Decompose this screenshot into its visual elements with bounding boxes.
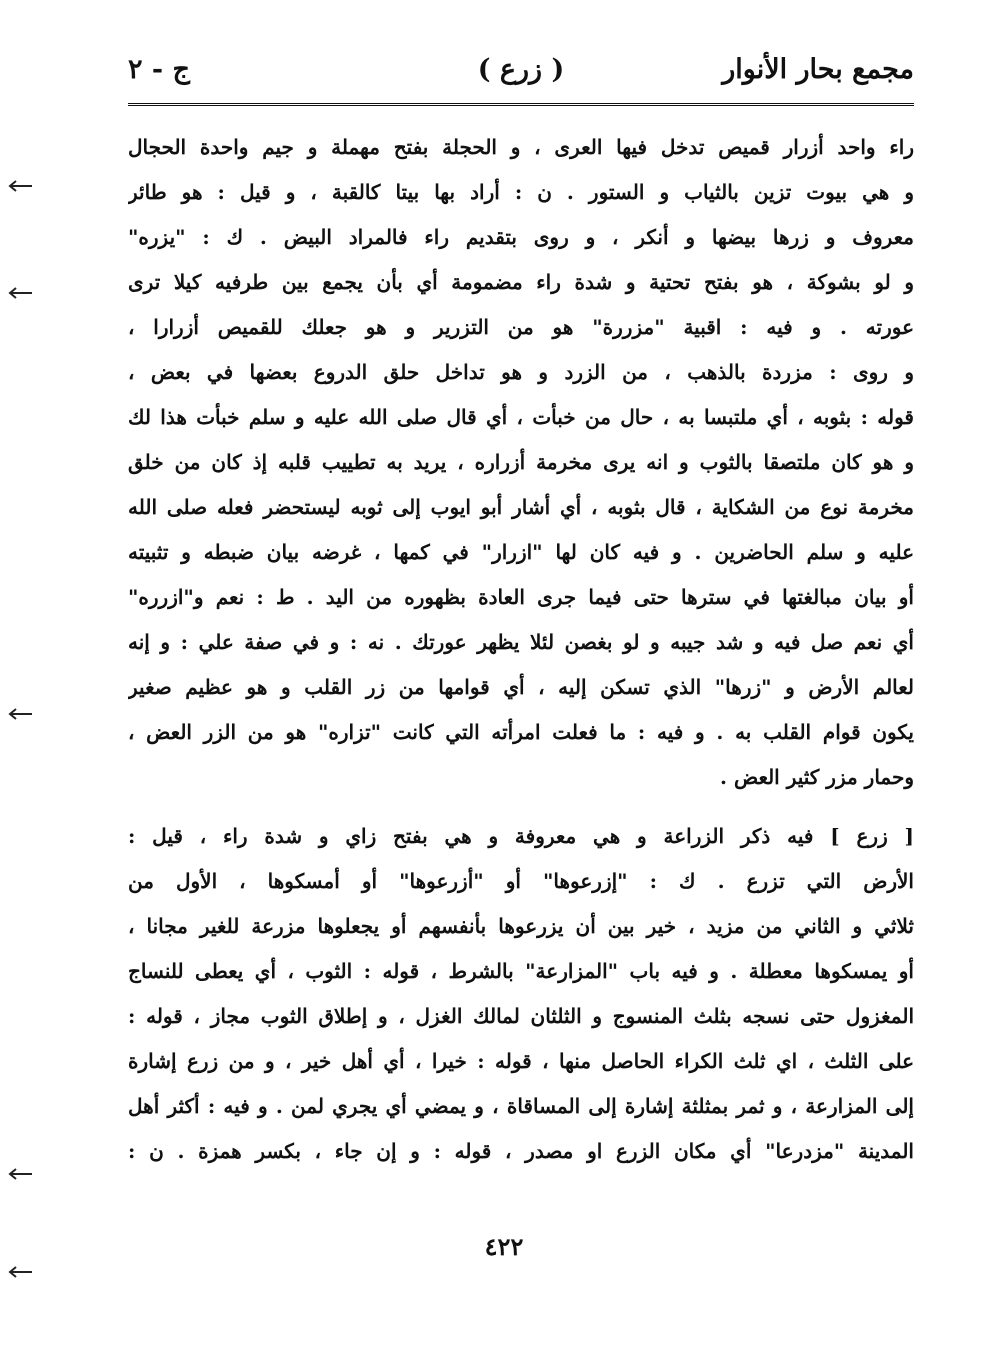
paragraph-zarr <box>128 125 914 800</box>
margin-arrow-icon <box>8 1166 34 1182</box>
text-line: أو يمسكوها معطلة . و فيه باب "المزارعة" بالشرط ، قوله : الثوب ، أي يعطى للنساج <box>128 959 914 983</box>
paragraph-zar <box>128 814 914 1174</box>
text-line: لعالم الأرض و "زرها" الذي تسكن إليه ، أي قوامها من زر القلب و هو عظيم صغير <box>128 675 914 699</box>
text-line: على الثلث ، اي ثلث الكراء الحاصل منها ، قوله : خيرا ، أي أهل خير ، و من زرع إشارة <box>128 1049 914 1073</box>
text-line: أي نعم صل فيه و شد جيبه و لو بغصن لئلا يظهر عورتك . نه : و في صفة علي : و إنه <box>128 630 914 654</box>
text-line: عليه و سلم الحاضرين . و فيه كان لها "ازرار" في كمها ، غرضه بيان ضبطه و تثبيته <box>128 540 914 564</box>
text-line: عورته . و فيه : اقبية "مزررة" هو من التزرير و هو جعلك للقميص أزرارا ، <box>128 315 914 339</box>
text-line: [ زرع ] فيه ذكر الزراعة و هي معروفة و هي بفتح زاي و شدة راء ، قيل : <box>128 824 914 848</box>
text-line: المغزول حتى نسجه بثلث المنسوج و الثلثان لمالك الغزل ، و إطلاق الثوب مجاز ، قوله : <box>128 1004 914 1028</box>
text-line: راء واحد أزرار قميص تدخل فيها العرى ، و الحجلة بفتح مهملة و جيم واحدة الحجال <box>128 135 914 159</box>
volume-label: ج - ٢ <box>128 54 190 85</box>
text-line: المدينة "مزدرعا" أي مكان الزرع او مصدر ، قوله : و إن جاء ، بكسر همزة . ن : <box>128 1139 914 1163</box>
text-line: الأرض التي تزرع . ك : "إزرعوها" أو "أزرعوها" أو أمسكوها ، الأول من <box>128 869 914 893</box>
entry-word: ( زرع ) <box>477 54 565 85</box>
text-line: وحمار مزر كثير العض . <box>720 765 914 789</box>
text-line: أو بيان مبالغتها في سترها حتى فيما جرى العادة بظهوره من اليد . ط : نعم و"ازرره" <box>128 585 914 609</box>
text-line: إلى المزارعة ، و ثمر بمثلثة إشارة إلى المساقاة ، و يمضي أي يجري لمن . و فيه : أكثر أهل <box>128 1094 914 1118</box>
text-line: مخرمة نوع من الشكاية ، قال بثوبه ، أي أشار أبو ايوب إلى ثوبه ليستحضر فعله صلى الله <box>128 495 914 519</box>
page-header <box>128 48 914 104</box>
text-line: قوله : بثوبه ، أي ملتبسا به ، حال من خبأت ، أي قال صلى الله عليه و سلم خبأت هذا لك <box>128 405 914 429</box>
text-line: يكون قوام القلب به . و فيه : ما فعلت امرأته التي كانت "تزاره" هو من الزر العض ، <box>128 720 914 744</box>
text-line: معروف و زرها بيضها و أنكر ، و روى بتقديم راء فالمراد البيض . ك : "يزره" <box>128 225 914 249</box>
header-rule <box>128 103 914 106</box>
margin-arrow-icon <box>8 178 34 194</box>
text-line: و روى : مزردة بالذهب ، من الزرد و هو تداخل حلق الدروع بعضها في بعض ، <box>128 360 914 384</box>
book-title: مجمع بحار الأنوار <box>722 54 914 85</box>
text-line: و هي بيوت تزين بالثياب و الستور . ن : أراد بها بيتا كالقبة ، و قيل : هو طائر <box>128 180 914 204</box>
page-number: ٤٢٢ <box>484 1232 524 1261</box>
margin-arrow-icon <box>8 1264 34 1280</box>
text-line: و هو كان ملتصقا بالثوب و انه يرى مخرمة أزراره ، يريد به تطييب قلبه إذ كان من خلق <box>128 450 914 474</box>
text-line: و لو بشوكة ، هو بفتح تحتية و شدة راء مضمومة أي بأن يجمع بين طرفيه كيلا ترى <box>128 270 914 294</box>
paragraph-gap <box>128 800 914 814</box>
margin-arrow-icon <box>8 706 34 722</box>
margin-arrow-icon <box>8 285 34 301</box>
body-text <box>128 125 914 1174</box>
text-line: ثلاثي و الثاني من مزيد ، خير بين أن يزرعوها بأنفسهم أو يجعلوها مزرعة للغير مجانا ، <box>128 914 914 938</box>
